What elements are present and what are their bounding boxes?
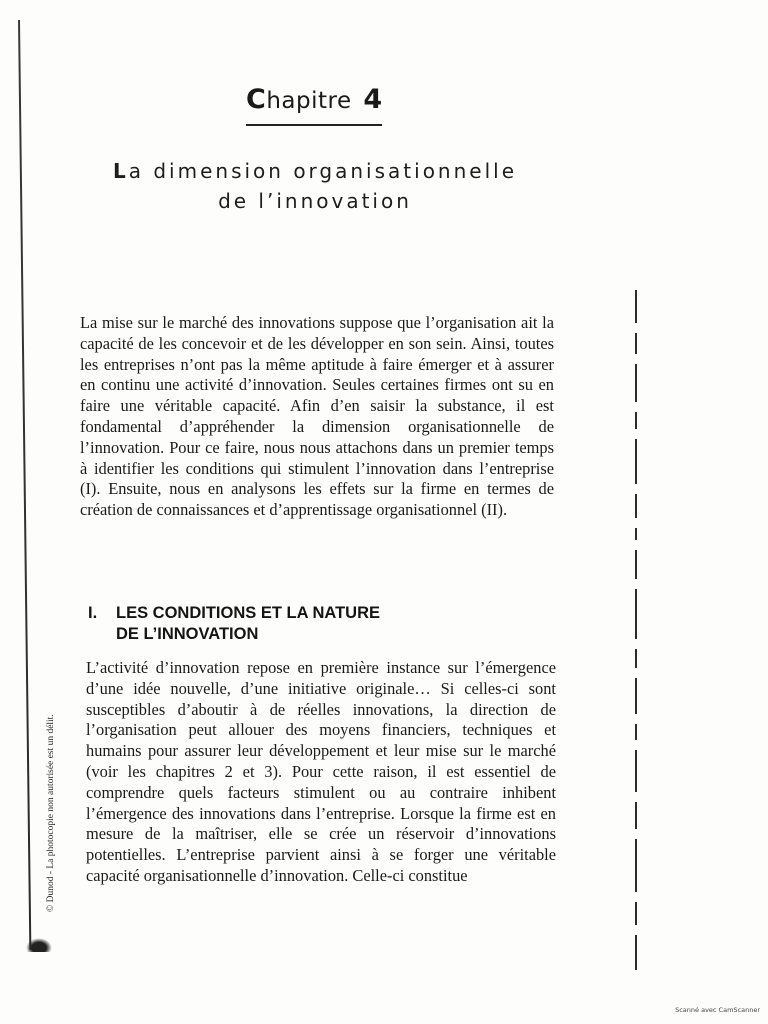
chapter-word: hapitre xyxy=(266,88,352,114)
scanner-watermark: Scanné avec CamScanner xyxy=(675,1006,760,1014)
chapter-underline xyxy=(246,124,382,126)
scan-right-artifacts xyxy=(624,290,648,970)
chapter-title-line1: a dimension organisationnelle xyxy=(128,159,517,183)
chapter-number: 4 xyxy=(363,84,383,115)
section-title-line2: DE L’INNOVATION xyxy=(116,625,259,643)
chapter-title-initial: L xyxy=(113,159,129,183)
section-title-line1: LES CONDITIONS ET LA NATURE xyxy=(116,604,380,622)
section-heading xyxy=(88,603,548,645)
scan-corner-mark xyxy=(26,938,52,952)
chapter-heading xyxy=(246,84,386,115)
scan-edge-line xyxy=(18,20,31,950)
chapter-title xyxy=(80,156,550,216)
section-number: I. xyxy=(88,604,98,622)
chapter-initial: C xyxy=(246,84,267,115)
intro-paragraph: La mise sur le marché des innovations suppose que l’organisation ait la capacité de les concevoir et de les développer en son sein. Ainsi, toutes les entreprises n’ont pas la même aptitude à faire émerger et à assurer en continu une activité d’innovation. Seules certaines firmes ont su en faire une véritable capacité. Afin d’en saisir la substance, il est fondamental d’appréhender la dimension organisationnelle de l’innovation. Pour ce faire, nous nous attachons dans un premier temps à identifier les conditions qui stimulent l’innovation dans l’entreprise (I). Ensuite, nous en analysons les effets sur la firme en termes de création de connaissances et d’apprentissage organisationnel (II). xyxy=(80,313,554,520)
chapter-title-line2: de l’innovation xyxy=(218,189,412,213)
side-copyright-notice: © Dunod - La photocopie non autorisée est un délit. xyxy=(46,714,56,912)
section-paragraph: L’activité d’innovation repose en première instance sur l’émergence d’une idée nouvelle, d’une initiative originale… Si celles-ci sont susceptibles d’aboutir à de réelles innovations, la direction de l’organisation peut allouer des moyens financiers, techniques et humains pour assurer leur développement et leur mise sur le marché (voir les chapitres 2 et 3). Pour cette raison, il est essentiel de comprendre quels facteurs stimulent ou au contraire inhibent l’émergence des innovations dans l’entreprise. Lorsque la firme est en mesure de la maîtriser, elle se crée un réservoir d’innovations potentielles. L’entreprise parvient ainsi à se forger une véritable capacité organisationnelle d’innovation. Celle-ci constitue xyxy=(86,658,556,885)
